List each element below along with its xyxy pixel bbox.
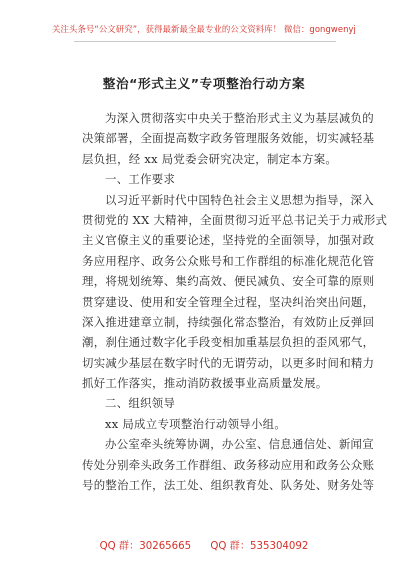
section-heading: 一、工作要求 [105, 172, 176, 187]
paragraph-line: 号的整治工作，法工处、组织教育处、队务处、财务处等 [82, 478, 375, 493]
footer-qq-group-2: QQ 群：535304092 [210, 541, 309, 552]
paragraph-line: 潮，刹住通过数字化手段变相加重基层负担的歪风邪气， [82, 335, 375, 350]
footer-qq-group-1: QQ 群：30265665 [99, 541, 192, 552]
paragraph-line: 深入推进建章立制，持续强化常态整治，有效防止反弹回 [82, 314, 375, 329]
document-body [82, 108, 388, 495]
paragraph-line: 传处分别牵头政务工作群组、政务移动应用和政务公众账 [82, 457, 375, 472]
paragraph-line: 理，将规划统筹、集约高效、便民减负、安全可靠的原则 [82, 274, 375, 289]
page-title: 整治“形式主义”专项整治行动方案 [102, 76, 306, 91]
paragraph-line: 主义官僚主义的重要论述，坚持党的全面领导，加强对政 [82, 233, 375, 248]
section-heading: 二、组织领导 [105, 396, 176, 411]
paragraph-line: 抓好工作落实，推动消防救援事业高质量发展。 [82, 376, 328, 391]
paragraph-line: 切实减少基层在数字时代的无谓劳动，以更多时间和精力 [82, 355, 375, 370]
paragraph-line: 以习近平新时代中国特色社会主义思想为指导，深入 [105, 192, 374, 207]
paragraph-line: xx 局成立专项整治行动领导小组。 [105, 416, 287, 431]
paragraph-line: 为深入贯彻落实中央关于整治形式主义为基层减负的 [105, 111, 374, 125]
paragraph-line: 务应用程序、政务公众账号和工作群组的标准化规范化管 [82, 253, 375, 268]
paragraph-line: 贯穿建设、使用和安全管理全过程，坚决纠治突出问题， [82, 294, 375, 309]
header-divider [74, 41, 336, 42]
footer-contact [0, 537, 408, 552]
paragraph-line: 决策部署，全面提高数字政务管理服务效能，切实减轻基 [82, 131, 375, 146]
paragraph-line: 层负担，经 xx 局党委会研究决定，制定本方案。 [82, 151, 338, 166]
paragraph-line: 贯彻党的 XX 大精神，全面贯彻习近平总书记关于力戒形式 [82, 212, 388, 227]
paragraph-line: 办公室牵头统筹协调，办公室、信息通信处、新闻宣 [105, 437, 374, 452]
header-banner: 关注头条号“公文研究”，获得最新最全最专业的公文资料库！ 微信：gongwenyj [52, 24, 356, 34]
